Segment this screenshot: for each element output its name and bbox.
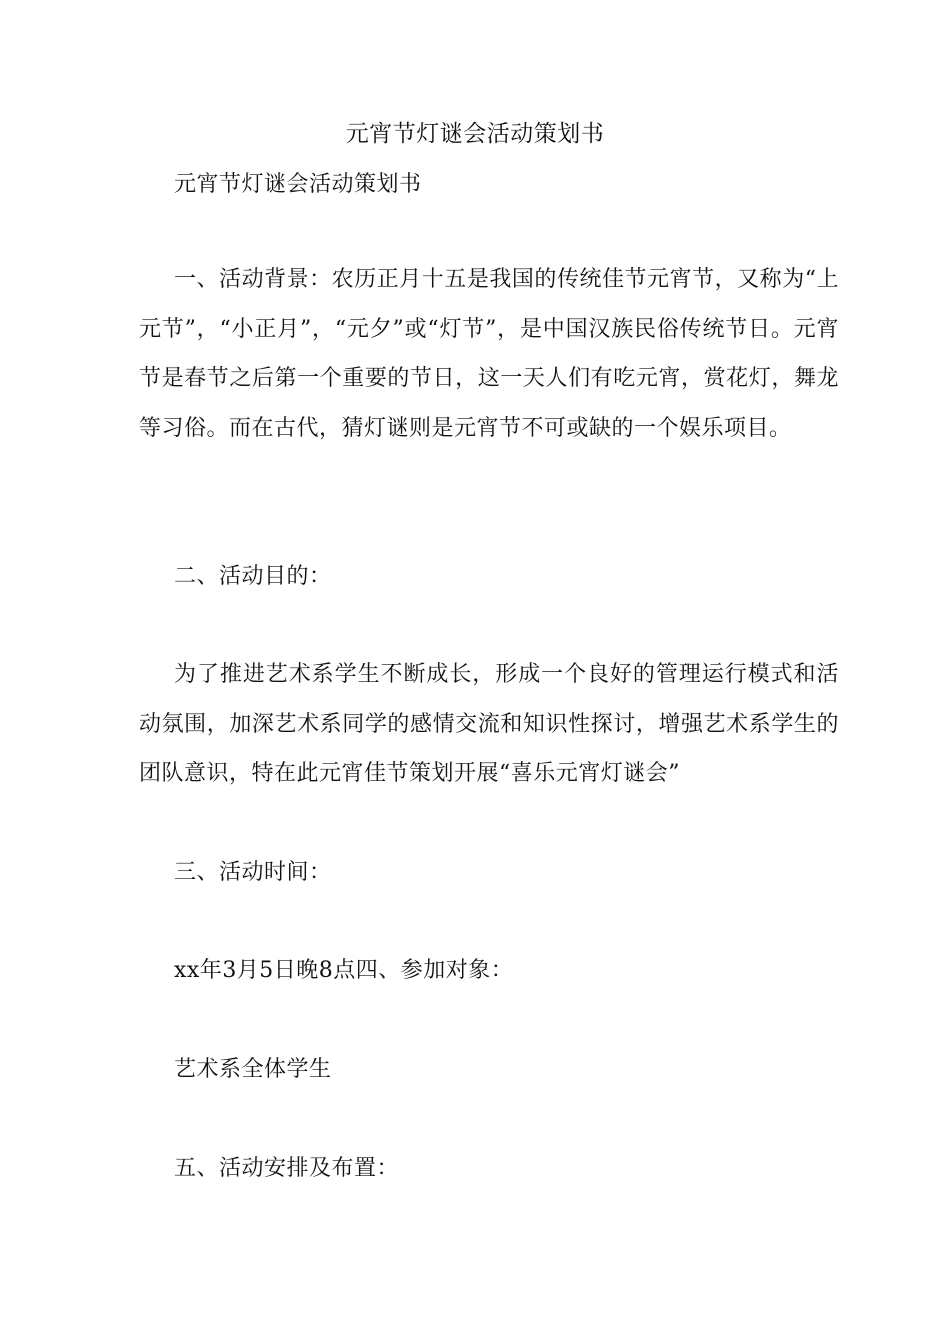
arrangement-heading: 五、活动安排及布置： [174, 1156, 400, 1181]
time-paragraph: xx年3月5日晚8点四、参加对象： [174, 958, 514, 983]
participants-paragraph: 艺术系全体学生 [174, 1057, 332, 1082]
purpose-heading: 二、活动目的： [174, 564, 332, 589]
document-subtitle: 元宵节灯谜会活动策划书 [174, 172, 422, 197]
time-heading: 三、活动时间： [174, 860, 332, 885]
document-title: 元宵节灯谜会活动策划书 [345, 121, 605, 147]
background-paragraph: 一、活动背景：农历正月十五是我国的传统佳节元宵节，又称为“上元节”，“小正月”，“元夕”或“灯节”，是中国汉族民俗传统节日。元宵节是春节之后第一个重要的节日，这一天人们有吃元宵，赏花灯，舞龙等习俗。而在古代，猜灯谜则是元宵节不可或缺的一个娱乐项目。 [139, 267, 839, 441]
purpose-paragraph: 为了推进艺术系学生不断成长，形成一个良好的管理运行模式和活动氛围，加深艺术系同学的感情交流和知识性探讨，增强艺术系学生的团队意识，特在此元宵佳节策划开展“喜乐元宵灯谜会” [139, 662, 839, 786]
